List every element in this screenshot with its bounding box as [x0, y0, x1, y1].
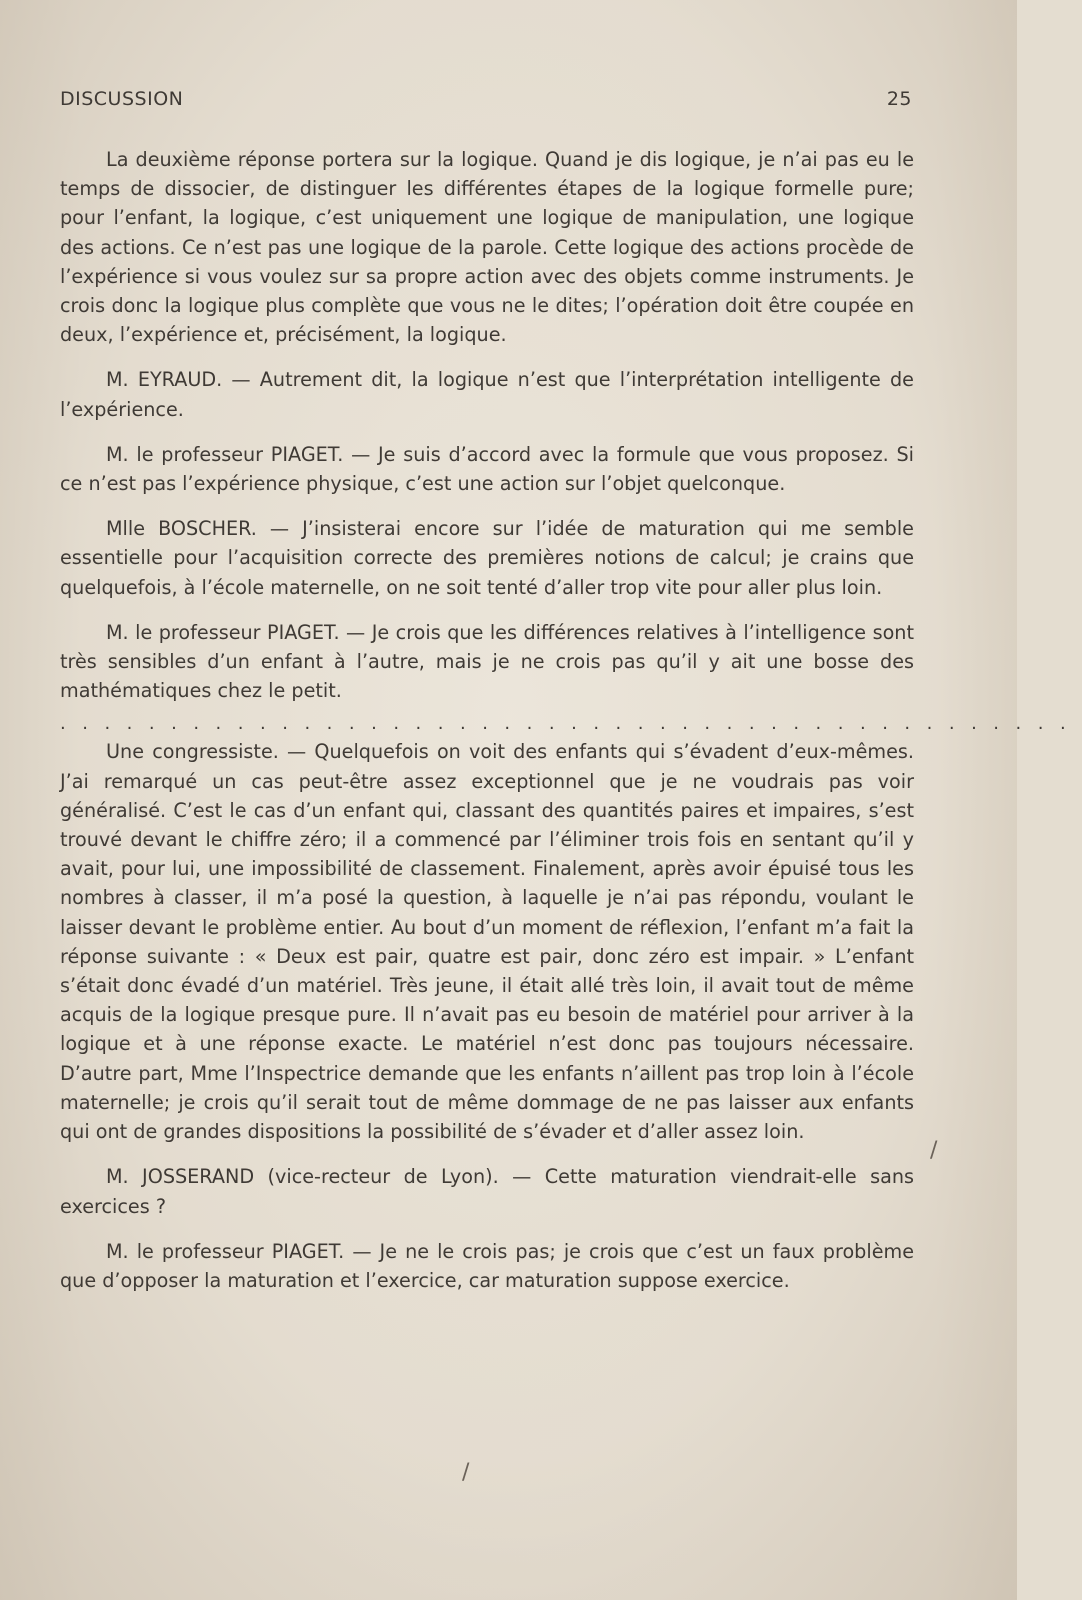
paragraph-piaget-1: M. le professeur PIAGET. — Je suis d’accord avec la formule que vous proposez. Si ce n’est pas l’expérience physique, c’est une action sur l’objet quelconque. — [60, 442, 914, 496]
pencil-mark: / — [930, 1138, 938, 1163]
paragraph-piaget-3: M. le professeur PIAGET. — Je ne le crois pas; je crois que c’est un faux problème que d’opposer la maturation et l’exercice, car maturation suppose exercice. — [60, 1239, 914, 1292]
paragraph-congressiste: Une congressiste. — Quelquefois on voit des enfants qui s’évadent d’eux-mêmes. J’ai remarqué un cas peut-être assez exceptionnel que je ne voudrais pas voir généralisé. C’est le cas d’un enfant qui, classant des quantités paires et impaires, s’est trouvé devant le chiffre zéro; il a commencé par l’éliminer trois fois en sentant qu’il y avait, pour lui, une impossibilité de classement. Finalement, après avoir épuisé tous les nombres à classer, il m’a posé la question, à laquelle je n’ai pas répondu, voulant le laisser devant le problème entier. Au bout d’un moment de réflexion, l’enfant m’a fait la réponse suivante : « Deux est pair, quatre est pair, donc zéro est impair. » L’enfant s’était donc évadé d’un matériel. Très jeune, il était allé très loin, il avait tout de même acquis de la logique presque pure. Il n’avait pas eu besoin de matériel pour arriver à la logique et à une réponse exacte. Le matériel n’est donc pas toujours nécessaire. D’autre part, Mme l’Inspectrice demande que les enfants n’aillent pas trop loin à l’école maternelle; je crois qu’il serait tout de même dommage de ne pas laisser aux enfants qui ont de grandes dispositions la possibilité de s’évader et d’aller assez loin. — [60, 740, 914, 1144]
pencil-mark: / — [462, 1460, 470, 1485]
paragraph-eyraud: M. EYRAUD. — Autrement dit, la logique n’est que l’interprétation intelligente de l’expérience. — [60, 368, 914, 421]
body-text — [60, 145, 1082, 1311]
paragraph-josserand: M. JOSSERAND (vice-recteur de Lyon). — Cette maturation viendrait-elle sans exercices ? — [60, 1165, 914, 1218]
page-header — [60, 88, 912, 116]
paragraph-piaget-2: M. le professeur PIAGET. — Je crois que les différences relatives à l’intelligence sont très sensibles d’un enfant à l’autre, mais je ne crois pas qu’il y ait une bosse des mathématiques chez le petit. — [60, 620, 914, 703]
paragraph-boscher: Mlle BOSCHER. — J’insisterai encore sur l’idée de maturation qui me semble essentielle pour l’acquisition correcte des premières notions de calcul; je crains que quelquefois, à l’école maternelle, on ne soit tenté d’aller trop vite pour aller plus loin. — [60, 517, 914, 599]
ellipsis-separator: .............................................. — [60, 713, 1082, 735]
page-number: 25 — [886, 88, 912, 110]
paragraph-logic-response: La deuxième réponse portera sur la logique. Quand je dis logique, je n’ai pas eu le temps de dissocier, de distinguer les différentes étapes de la logique formelle pure; pour l’enfant, la logique, c’est uniquement une logique de manipulation, une logique des actions. Ce n’est pas une logique de la parole. Cette logique des actions procède de l’expérience si vous voulez sur sa propre action avec des objets comme instruments. Je crois donc la logique plus complète que vous ne le dites; l’opération doit être coupée en deux, l’expérience et, précisément, la logique. — [60, 148, 914, 347]
running-head: DISCUSSION — [60, 88, 184, 110]
